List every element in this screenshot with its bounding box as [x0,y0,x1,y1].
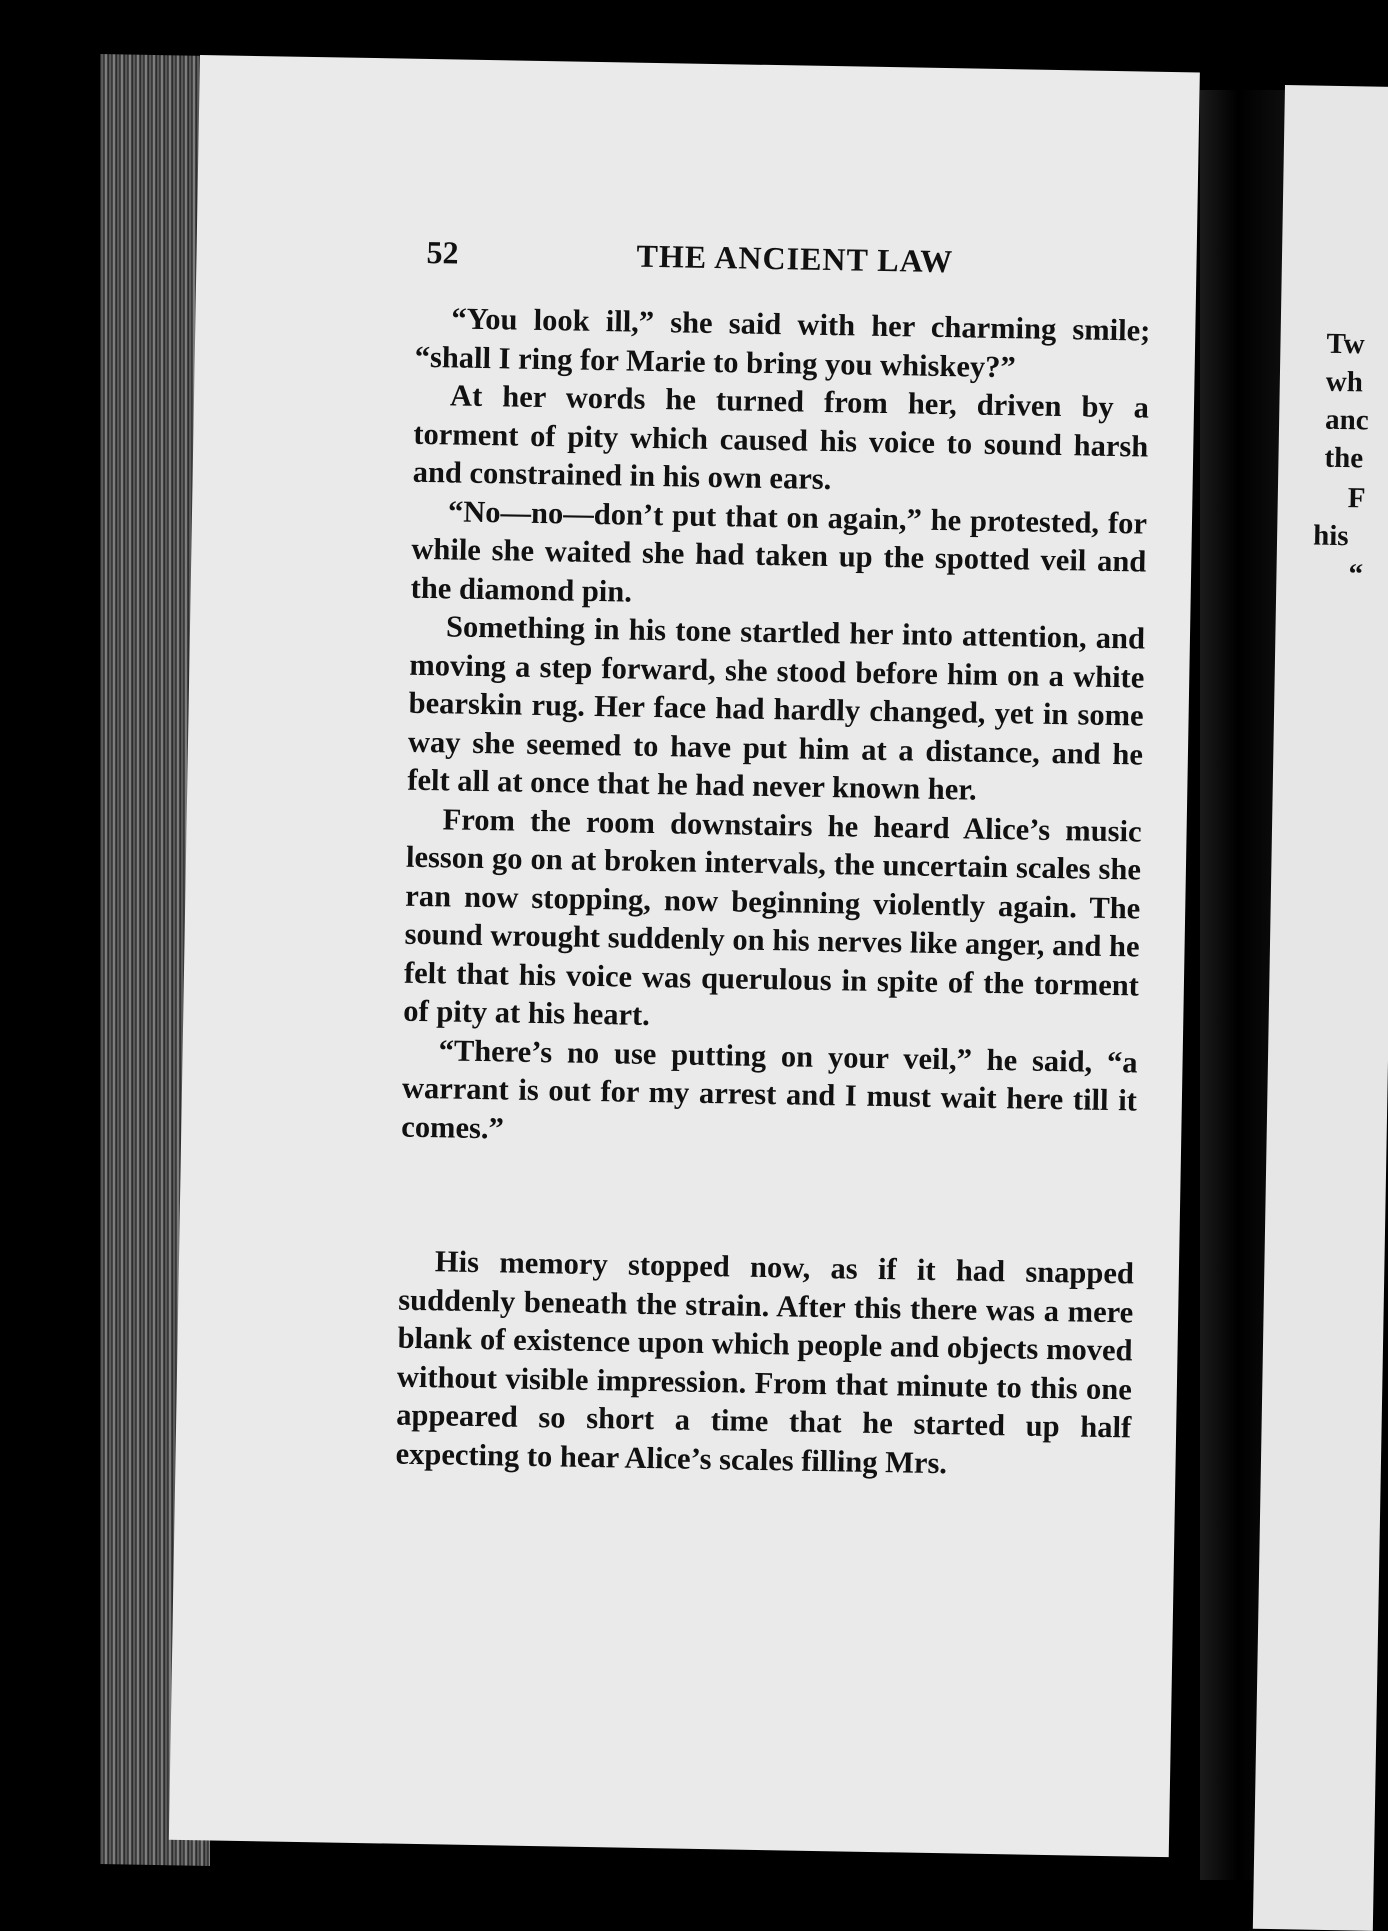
facing-text-fragment: wh [1325,365,1364,399]
paragraph: “You look ill,” she said with her charming smile; “shall I ring for Marie to bring you whiskey?” [414,301,1151,384]
facing-text-fragment: the [1324,441,1364,475]
paragraph: “No—no—don’t put that on again,” he protested, for while she waited she had taken up the spotted veil and the diamond pin. [410,493,1148,609]
book-page-left [169,55,1200,1857]
facing-text-fragment: “ [1348,558,1364,591]
paragraph: At her words he turned from her, driven by a torment of pity which caused his voice to sound harsh and constrained in his own ears. [412,378,1150,497]
running-title: THE ANCIENT LAW [636,237,954,280]
body-text [395,299,1150,1486]
paragraph: “There’s no use putting on your veil,” he said, “a warrant is out for my arrest and I must wait here till it comes.” [401,1032,1138,1145]
paragraph: From the room downstairs he heard Alice’s music lesson go on at broken intervals, the uncertain scales she ran now stopping, now beginning violently again. The sound wrought suddenly on his nerves like anger, and he felt that his voice was querulous in spite of the torment of pity at his heart. [403,801,1142,1032]
facing-text-fragment: anc [1324,403,1369,437]
page-number: 52 [426,233,459,271]
facing-text-fragment: F [1347,482,1366,515]
section-break [399,1146,1136,1255]
facing-text-fragment: Tw [1326,327,1365,361]
running-head [197,230,1197,280]
paragraph: Something in his tone startled her into attention, and moving a step forward, she stood before him on a white bearskin rug. Her face had hardly changed, yet in some way she seemed to have put him at a distance, and he felt all at once that he had never known her. [407,609,1146,807]
facing-text-fragment: his [1312,519,1349,553]
section-paragraph: His memory stopped now, as if it had snapped suddenly beneath the strain. After this there was a mere blank of existence upon which people and objects moved without visible impression. From that minute to this one appeared so short a time that he started up half expecting to hear Alice’s scales filling Mrs. [395,1244,1135,1480]
